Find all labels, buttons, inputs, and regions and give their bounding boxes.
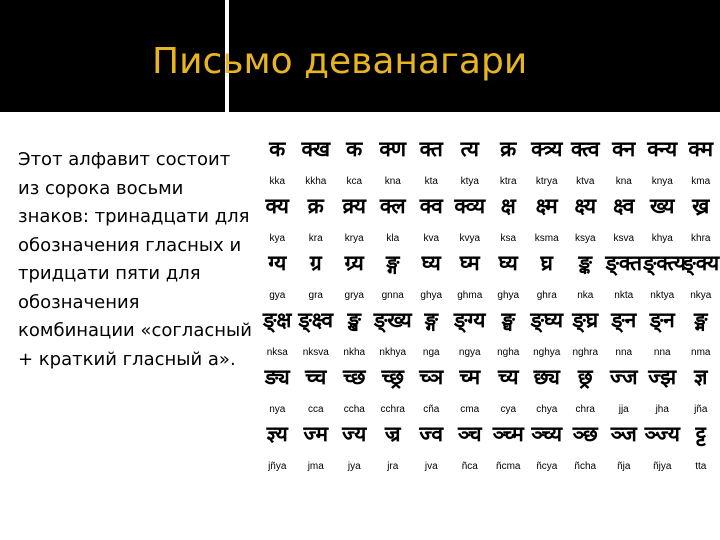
- ligature-cell: [489, 134, 528, 191]
- devanagari-ligature: ग्र: [309, 251, 322, 275]
- devanagari-ligature: क्ष्य: [574, 194, 597, 218]
- ligature-cell: [412, 362, 451, 419]
- ligature-cell: [451, 419, 490, 476]
- ligature-cell: [566, 134, 605, 191]
- devanagari-ligature: ञ्ज: [610, 422, 637, 446]
- ligature-cell: [412, 419, 451, 476]
- devanagari-ligature: ग्य: [268, 251, 287, 275]
- ligature-cell: [374, 419, 413, 476]
- devanagari-ligature: क्न: [612, 137, 636, 161]
- transliteration: cchra: [380, 404, 405, 415]
- devanagari-ligature: क्र: [307, 194, 324, 218]
- transliteration: jja: [618, 404, 629, 415]
- devanagari-ligature: घ्र: [540, 251, 553, 275]
- devanagari-ligature: क्ख: [301, 137, 330, 161]
- devanagari-ligature: क्व्य: [454, 194, 486, 218]
- devanagari-ligature: छ्य: [533, 365, 560, 389]
- ligature-cell: [605, 419, 644, 476]
- transliteration: ksa: [500, 233, 517, 244]
- ligature-cell: [374, 248, 413, 305]
- ligature-cell: [682, 419, 720, 476]
- devanagari-ligature: क्र: [500, 137, 517, 161]
- devanagari-ligature: क्र्य: [342, 194, 366, 218]
- devanagari-ligature: ज्र: [384, 422, 401, 446]
- transliteration: jva: [424, 461, 438, 472]
- ligature-cell: [335, 362, 374, 419]
- transliteration: kvya: [459, 233, 481, 244]
- devanagari-ligature: क: [269, 137, 286, 161]
- transliteration: kca: [346, 176, 363, 187]
- transliteration: kma: [691, 176, 711, 187]
- devanagari-ligature: ङ्घ: [501, 308, 515, 332]
- transliteration: ñcya: [536, 461, 558, 472]
- ligature-cell: [297, 191, 336, 248]
- ligature-cell: [258, 305, 297, 362]
- ligature-cell: [605, 191, 644, 248]
- ligature-cell: [489, 248, 528, 305]
- devanagari-ligature: ट्ट: [695, 422, 706, 446]
- ligature-cell: [566, 248, 605, 305]
- ligature-cell: [605, 362, 644, 419]
- transliteration: ktrya: [535, 176, 558, 187]
- transliteration: jma: [307, 461, 324, 472]
- devanagari-ligature: ङ्घ्र: [572, 308, 599, 332]
- ligature-cell: [528, 305, 567, 362]
- transliteration: nghya: [533, 347, 561, 358]
- ligature-cell: [258, 134, 297, 191]
- devanagari-ligature: क्ल: [379, 194, 406, 218]
- devanagari-ligature: क्म: [688, 137, 714, 161]
- transliteration: ghra: [536, 290, 557, 301]
- devanagari-ligature: ङ्न: [649, 308, 675, 332]
- ligature-cell: [412, 305, 451, 362]
- devanagari-ligature: ञ्छ: [572, 422, 598, 446]
- devanagari-ligature: क्ष्म: [535, 194, 558, 218]
- devanagari-ligature: क्त: [419, 137, 443, 161]
- ligature-cell: [451, 191, 490, 248]
- transliteration: nma: [691, 347, 711, 358]
- transliteration: nka: [577, 290, 594, 301]
- transliteration: ñjya: [653, 461, 672, 472]
- transliteration: grya: [344, 290, 364, 301]
- devanagari-ligature: ङ्घ्य: [530, 308, 564, 332]
- transliteration: jha: [655, 404, 669, 415]
- devanagari-ligature: ञ्च्म: [492, 422, 524, 446]
- transliteration: kka: [269, 176, 286, 187]
- devanagari-ligature: ज्व: [419, 422, 444, 446]
- transliteration: ñja: [617, 461, 631, 472]
- ligature-cell: [682, 191, 720, 248]
- devanagari-ligature: क: [346, 137, 363, 161]
- transliteration: kna: [615, 176, 632, 187]
- devanagari-ligature: घ्म: [459, 251, 480, 275]
- devanagari-ligature: च्म: [459, 365, 481, 389]
- transliteration: nkhya: [379, 347, 407, 358]
- devanagari-ligature: ङ्क: [578, 251, 592, 275]
- ligature-cell: [528, 362, 567, 419]
- transliteration: cña: [423, 404, 440, 415]
- devanagari-ligature: ख्य: [650, 194, 675, 218]
- ligature-cell: [489, 305, 528, 362]
- devanagari-ligature: ङ्न: [611, 308, 637, 332]
- ligature-cell: [528, 191, 567, 248]
- ligature-cell: [297, 248, 336, 305]
- transliteration: nkta: [614, 290, 634, 301]
- transliteration: chya: [536, 404, 558, 415]
- ligature-cell: [258, 362, 297, 419]
- transliteration: ksva: [613, 233, 635, 244]
- ligature-cell: [489, 362, 528, 419]
- ligature-cell: [682, 134, 720, 191]
- devanagari-ligature: ज्झ: [648, 365, 677, 389]
- transliteration: jña: [694, 404, 708, 415]
- ligature-cell: [374, 362, 413, 419]
- transliteration: nksva: [302, 347, 329, 358]
- transliteration: knya: [651, 176, 673, 187]
- devanagari-ligature: ज्य: [342, 422, 367, 446]
- ligature-cell: [566, 305, 605, 362]
- transliteration: gra: [308, 290, 323, 301]
- transliteration: khra: [691, 233, 711, 244]
- transliteration: khya: [651, 233, 673, 244]
- ligature-cell: [258, 248, 297, 305]
- ligature-cell: [451, 134, 490, 191]
- transliteration: ksma: [534, 233, 559, 244]
- transliteration: nghra: [572, 347, 599, 358]
- ligature-cell: [643, 305, 682, 362]
- transliteration: ktra: [499, 176, 517, 187]
- devanagari-ligature: च्च: [305, 365, 327, 389]
- ligature-cell: [451, 362, 490, 419]
- transliteration: cma: [460, 404, 480, 415]
- transliteration: nksa: [266, 347, 288, 358]
- transliteration: nna: [615, 347, 633, 358]
- transliteration: jya: [347, 461, 361, 472]
- devanagari-ligature: ञ्ज्य: [644, 422, 680, 446]
- transliteration: ñcma: [496, 461, 521, 472]
- transliteration: ñcha: [574, 461, 597, 472]
- transliteration: cya: [500, 404, 517, 415]
- ligature-cell: [258, 191, 297, 248]
- devanagari-ligature: ङ्ग्य: [454, 308, 486, 332]
- ligature-table: [258, 134, 720, 476]
- transliteration: ngha: [497, 347, 520, 358]
- transliteration: nna: [653, 347, 671, 358]
- ligature-cell: [335, 134, 374, 191]
- transliteration: ccha: [343, 404, 365, 415]
- transliteration: nya: [269, 404, 286, 415]
- devanagari-ligature: ज्ञ्य: [266, 422, 288, 446]
- ligature-cell: [297, 362, 336, 419]
- ligature-cell: [643, 134, 682, 191]
- transliteration: kkha: [305, 176, 327, 187]
- ligature-cell: [374, 191, 413, 248]
- devanagari-ligature: क्व: [419, 194, 443, 218]
- ligature-cell: [566, 419, 605, 476]
- transliteration: chra: [575, 404, 595, 415]
- devanagari-ligature: ङ्क्य: [682, 251, 720, 275]
- devanagari-ligature: ङ्क्ष्व: [298, 308, 334, 332]
- transliteration: jñya: [268, 461, 287, 472]
- ligature-cell: [258, 419, 297, 476]
- transliteration: kya: [269, 233, 286, 244]
- ligature-cell: [528, 419, 567, 476]
- transliteration: cca: [307, 404, 324, 415]
- ligature-cell: [412, 134, 451, 191]
- ligature-cell: [374, 305, 413, 362]
- devanagari-ligature: छ्र: [577, 365, 593, 389]
- ligature-cell: [528, 248, 567, 305]
- devanagari-ligature: क्न्य: [647, 137, 678, 161]
- transliteration: kna: [384, 176, 401, 187]
- ligature-cell: [605, 305, 644, 362]
- ligature-cell: [682, 248, 720, 305]
- ligature-cell: [335, 248, 374, 305]
- transliteration: kta: [424, 176, 438, 187]
- devanagari-ligature: क्ष: [500, 194, 516, 218]
- devanagari-ligature: ङ्क्त्य: [643, 251, 686, 275]
- transliteration: ngya: [458, 347, 481, 358]
- transliteration: gnna: [381, 290, 404, 301]
- devanagari-ligature: ञ्च: [457, 422, 482, 446]
- devanagari-ligature: ञ्च्य: [531, 422, 563, 446]
- ligature-cell: [335, 191, 374, 248]
- transliteration: jra: [387, 461, 399, 472]
- transliteration: tta: [695, 461, 707, 472]
- transliteration: nga: [422, 347, 440, 358]
- ligature-cell: [335, 419, 374, 476]
- transliteration: ghma: [457, 290, 483, 301]
- devanagari-ligature: क्ष्व: [613, 194, 635, 218]
- ligature-cell: [528, 134, 567, 191]
- transliteration: gya: [269, 290, 286, 301]
- transliteration: ghya: [497, 290, 520, 301]
- ligature-cell: [566, 191, 605, 248]
- ligature-cell: [335, 305, 374, 362]
- devanagari-ligature: त्य: [460, 137, 479, 161]
- transliteration: ktya: [460, 176, 479, 187]
- ligature-cell: [297, 419, 336, 476]
- devanagari-ligature: च्छ्र: [381, 365, 404, 389]
- devanagari-ligature: ख्र: [692, 194, 710, 218]
- ligature-cell: [682, 362, 720, 419]
- devanagari-ligature: ज्म: [303, 422, 329, 446]
- ligature-cell: [412, 248, 451, 305]
- ligature-cell: [451, 305, 490, 362]
- ligature-cell: [566, 362, 605, 419]
- transliteration: kra: [308, 233, 323, 244]
- ligature-cell: [297, 134, 336, 191]
- ligature-cell: [643, 362, 682, 419]
- devanagari-ligature: च्छ: [343, 365, 366, 389]
- ligature-cell: [605, 248, 644, 305]
- devanagari-ligature: घ्य: [421, 251, 441, 275]
- transliteration: nktya: [650, 290, 675, 301]
- devanagari-ligature: ङ्क्ष: [263, 308, 292, 332]
- ligature-cell: [489, 419, 528, 476]
- ligature-cell: [489, 191, 528, 248]
- transliteration: ksya: [574, 233, 596, 244]
- devanagari-ligature: च्य: [498, 365, 519, 389]
- ligature-cell: [643, 419, 682, 476]
- transliteration: ghya: [420, 290, 443, 301]
- devanagari-ligature: ङ्ग: [424, 308, 438, 332]
- ligature-cell: [605, 134, 644, 191]
- title-bar: [0, 0, 720, 112]
- devanagari-ligature: क्त्र्य: [531, 137, 563, 161]
- ligature-cell: [412, 191, 451, 248]
- devanagari-ligature: ङ्म: [694, 308, 708, 332]
- slide-title: Письмо деванагари: [152, 41, 528, 82]
- devanagari-ligature: ग्र्य: [344, 251, 364, 275]
- transliteration: ktva: [576, 176, 595, 187]
- devanagari-ligature: ङ्ख: [347, 308, 361, 332]
- devanagari-ligature: क्ण: [379, 137, 407, 161]
- ligature-cell: [451, 248, 490, 305]
- transliteration: nkha: [343, 347, 366, 358]
- transliteration: kla: [386, 233, 400, 244]
- ligature-cell: [374, 134, 413, 191]
- devanagari-ligature: ङ्ख्य: [373, 308, 412, 332]
- ligature-cell: [643, 248, 686, 305]
- devanagari-ligature: ङ्ग: [386, 251, 400, 275]
- ligature-cell: [297, 305, 336, 362]
- transliteration: krya: [344, 233, 364, 244]
- slide-body-text: Этот алфавит состоит из сорока восьми знаков: тринадцати для обозначения гласных и тридцати пяти для обозначения комбинации «согласный + краткий гласный а».: [18, 149, 252, 370]
- devanagari-ligature: क्त्व: [571, 137, 600, 161]
- transliteration: ñca: [461, 461, 478, 472]
- devanagari-ligature: ङ्य: [264, 365, 290, 389]
- ligature-cell: [643, 191, 682, 248]
- ligature-cell: [682, 305, 720, 362]
- devanagari-ligature: ङ्क्त: [605, 251, 643, 275]
- devanagari-ligature: च्ञ: [419, 365, 444, 389]
- devanagari-ligature: घ्य: [498, 251, 518, 275]
- devanagari-ligature: ज्ञ: [694, 365, 708, 389]
- transliteration: nkya: [690, 290, 712, 301]
- devanagari-ligature: ज्ज: [609, 365, 638, 389]
- devanagari-ligature: क्य: [265, 194, 289, 218]
- transliteration: kva: [423, 233, 440, 244]
